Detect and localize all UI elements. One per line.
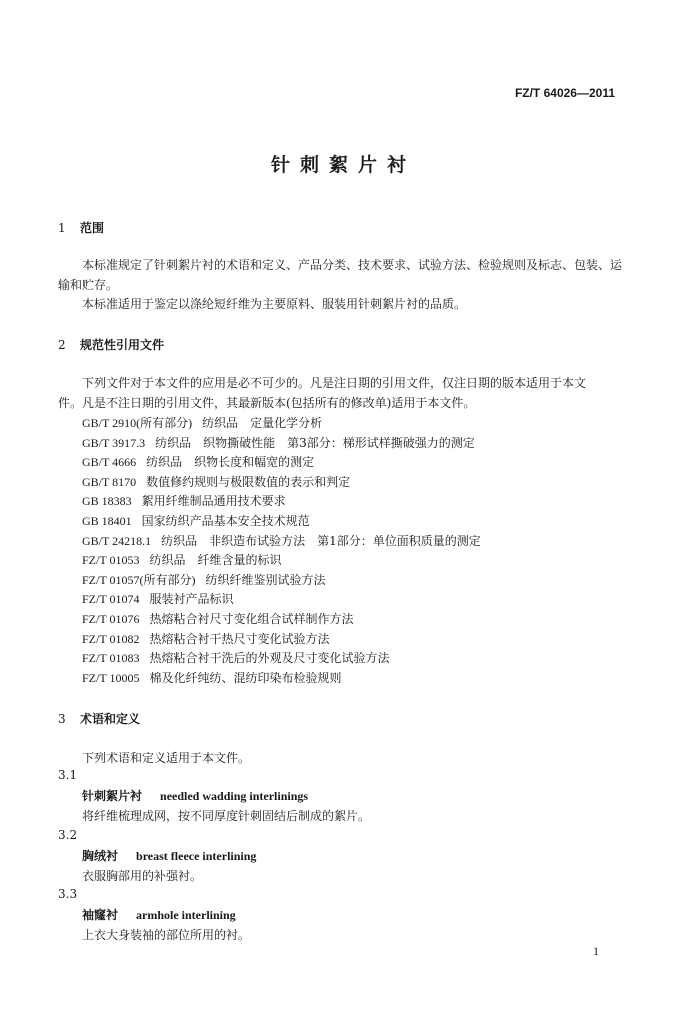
reference-item bbox=[82, 434, 475, 451]
term-zh: 袖窿衬 bbox=[82, 908, 119, 922]
reference-item bbox=[82, 532, 481, 549]
section-title: 术语和定义 bbox=[80, 712, 141, 726]
term-number: 3.2 bbox=[58, 828, 78, 842]
term-number: 3.3 bbox=[58, 887, 78, 901]
reference-title: 热熔粘合衬干洗后的外观及尺寸变化试验方法 bbox=[149, 651, 390, 666]
reference-item bbox=[82, 414, 322, 431]
reference-title: 热熔粘合衬干热尺寸变化试验方法 bbox=[149, 631, 330, 646]
term-heading bbox=[82, 787, 308, 804]
term-definition: 衣服胸部用的补强衬。 bbox=[82, 869, 203, 883]
document-title: 针刺絮片衬 bbox=[270, 154, 416, 176]
section-number: 1 bbox=[58, 221, 66, 235]
reference-code: GB/T 4666 bbox=[82, 455, 137, 470]
page-number: 1 bbox=[593, 944, 599, 958]
section-3-heading bbox=[58, 710, 140, 727]
term-en: breast fleece interlining bbox=[136, 849, 257, 863]
reference-title: 纺织品 定量化学分析 bbox=[202, 416, 323, 430]
reference-code: GB 18383 bbox=[82, 494, 132, 509]
reference-title: 国家纺织产品基本安全技术规范 bbox=[141, 514, 310, 528]
term-definition: 将纤维梳理成网，按不同厚度针刺固结后制成的絮片。 bbox=[82, 809, 371, 823]
reference-title: 数值修约规则与极限数值的表示和判定 bbox=[146, 474, 351, 489]
reference-item bbox=[82, 590, 233, 607]
reference-code: GB/T 3917.3 bbox=[82, 435, 146, 450]
paragraph-line: 下列文件对于本文件的应用是必不可少的。凡是注日期的引用文件，仅注日期的版本适用于本文 bbox=[82, 376, 587, 390]
section-title: 规范性引用文件 bbox=[80, 338, 165, 352]
reference-item bbox=[82, 473, 350, 490]
reference-item bbox=[82, 669, 341, 686]
reference-code: FZ/T 01076 bbox=[82, 612, 140, 626]
section-title: 范围 bbox=[80, 221, 105, 235]
term-heading bbox=[82, 906, 236, 923]
reference-title: 纺织品 织物长度和幅宽的测定 bbox=[146, 455, 315, 470]
reference-title: 絮用纤维制品通用技术要求 bbox=[141, 494, 286, 509]
term-en: needled wadding interlinings bbox=[160, 789, 309, 803]
reference-title: 纺织纤维鉴别试验方法 bbox=[205, 572, 326, 587]
reference-code: FZ/T 10005 bbox=[82, 670, 140, 685]
reference-item bbox=[82, 630, 329, 647]
reference-code: GB/T 8170 bbox=[82, 474, 137, 489]
term-definition: 上衣大身装袖的部位所用的衬。 bbox=[82, 928, 251, 942]
reference-title: 纺织品 织物撕破性能 第3部分：梯形试样撕破强力的测定 bbox=[155, 435, 475, 450]
reference-code: FZ/T 01083 bbox=[82, 651, 140, 666]
reference-item bbox=[82, 610, 353, 627]
reference-code: GB 18401 bbox=[82, 514, 132, 528]
section-number: 2 bbox=[58, 338, 66, 352]
reference-title: 纺织品 纤维含量的标识 bbox=[149, 553, 282, 568]
section-2-heading bbox=[58, 336, 164, 353]
standard-code: FZ/T 64026—2011 bbox=[514, 86, 615, 100]
reference-code: GB/T 24218.1 bbox=[82, 533, 152, 548]
paragraph: 本标准适用于鉴定以涤纶短纤维为主要原料、服装用针刺絮片衬的品质。 bbox=[82, 297, 467, 311]
term-zh: 胸绒衬 bbox=[82, 849, 119, 863]
reference-code: GB/T 2910(所有部分) bbox=[82, 416, 193, 430]
reference-item bbox=[82, 512, 310, 529]
reference-title: 服装衬产品标识 bbox=[149, 592, 234, 607]
section-1-body bbox=[58, 256, 628, 315]
section-number: 3 bbox=[58, 712, 66, 726]
term-en: armhole interlining bbox=[136, 908, 236, 922]
reference-item bbox=[82, 571, 325, 588]
term-heading bbox=[82, 847, 256, 864]
reference-item bbox=[82, 453, 314, 470]
reference-title: 纺织品 非织造布试验方法 第1部分：单位面积质量的测定 bbox=[161, 533, 481, 548]
reference-item bbox=[82, 649, 389, 666]
reference-item bbox=[82, 551, 281, 568]
reference-code: FZ/T 01074 bbox=[82, 592, 140, 607]
reference-item bbox=[82, 492, 286, 509]
paragraph-line: 本标准规定了针刺絮片衬的术语和定义、产品分类、技术要求、试验方法、检验规则及标志、包装、运 bbox=[82, 258, 623, 272]
paragraph-line: 件。凡是不注日期的引用文件，其最新版本(包括所有的修改单)适用于本文件。 bbox=[58, 395, 476, 410]
reference-title: 热熔粘合衬尺寸变化组合试样制作方法 bbox=[149, 612, 354, 626]
reference-code: FZ/T 01053 bbox=[82, 553, 140, 568]
section-2-body bbox=[58, 374, 633, 413]
section-1-heading bbox=[58, 219, 104, 236]
reference-code: FZ/T 01082 bbox=[82, 631, 140, 646]
term-number: 3.1 bbox=[58, 768, 78, 782]
reference-code: FZ/T 01057(所有部分) bbox=[82, 572, 196, 587]
paragraph-line: 输和贮存。 bbox=[58, 277, 119, 292]
reference-title: 棉及化纤纯纺、混纺印染布检验规则 bbox=[149, 670, 342, 685]
term-zh: 针刺絮片衬 bbox=[82, 789, 143, 803]
section-3-intro: 下列术语和定义适用于本文件。 bbox=[82, 751, 251, 765]
